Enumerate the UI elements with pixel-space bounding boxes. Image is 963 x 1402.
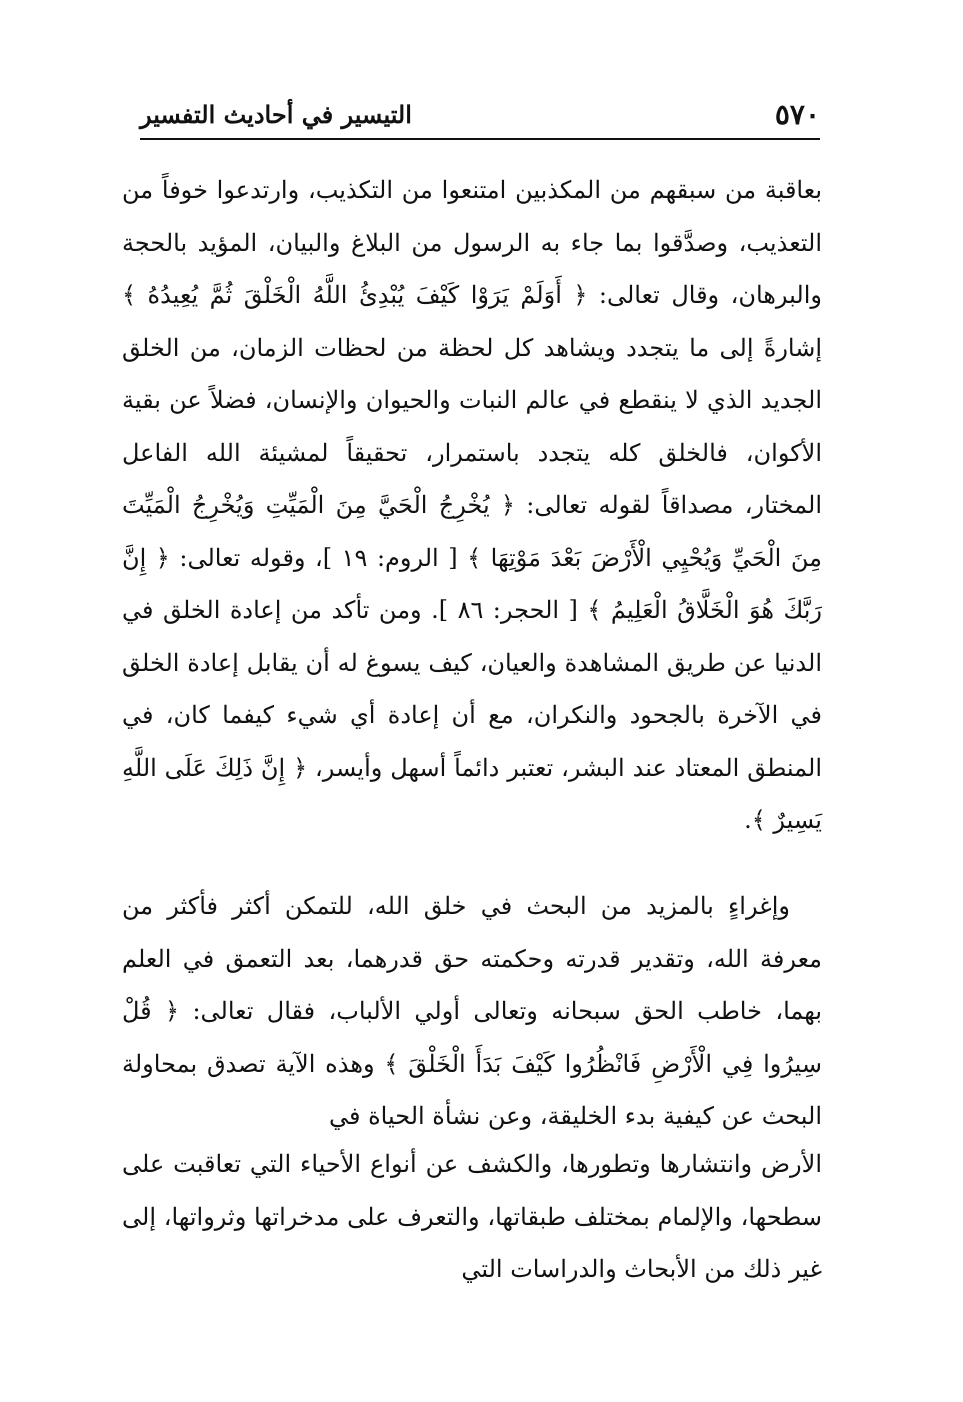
book-title: التيسير في أحاديث التفسير: [140, 100, 412, 129]
header-rule: [140, 138, 820, 140]
paragraph-2-text: وإغراءٍ بالمزيد من البحث في خلق الله، للتمكن أكثر فأكثر من معرفة الله، وتقدير قدرته وحكمته حق قدرهما، بعد التعمق في العلم بهما، خاطب الحق سبحانه وتعالى أولي الألباب، فقال تعالى: ﴿ قُلْ سِيرُوا فِي الْأَرْضِ فَانْظُرُوا كَيْفَ بَدَأَ الْخَلْقَ ﴾ وهذه الآية تصدق بمحاولة البحث عن كيفية بدء الخليقة، وعن نشأة الحياة في: [122, 892, 822, 1130]
running-head: [140, 96, 820, 140]
paragraph-2: [122, 880, 822, 1143]
page-number: ٥٧٠: [774, 98, 820, 131]
paragraph-3: الأرض وانتشارها وتطورها، والكشف عن أنواع الأحياء التي تعاقبت على سطحها، والإلمام بمختلف طبقاتها، والتعرف على مدخراتها وثرواتها، إلى غير ذلك من الأبحاث والدراسات التي: [122, 1150, 822, 1283]
paragraph-1: بعاقبة من سبقهم من المكذبين امتنعوا من التكذيب، وارتدعوا خوفاً من التعذيب، وصدَّقوا بما جاء به الرسول من البلاغ والبيان، المؤيد بالحجة والبرهان، وقال تعالى: ﴿ أَوَلَمْ يَرَوْا كَيْفَ يُبْدِئُ اللَّهُ الْخَلْقَ ثُمَّ يُعِيدُهُ ﴾ إشارةً إلى ما يتجدد ويشاهد كل لحظة من لحظات الزمان، من الخلق الجديد الذي لا ينقطع في عالم النبات والحيوان والإنسان، فضلاً عن بقية الأكوان، فالخلق كله يتجدد باستمرار، تحقيقاً لمشيئة الله الفاعل المختار، مصداقاً لقوله تعالى: ﴿ يُخْرِجُ الْحَيَّ مِنَ الْمَيِّتِ وَيُخْرِجُ الْمَيِّتَ مِنَ الْحَيِّ وَيُحْيِي الْأَرْضَ بَعْدَ مَوْتِهَا ﴾ [ الروم: ١٩ ]، وقوله تعالى: ﴿ إِنَّ رَبَّكَ هُوَ الْخَلَّاقُ الْعَلِيمُ ﴾ [ الحجر: ٨٦ ]. ومن تأكد من إعادة الخلق في الدنيا عن طريق المشاهدة والعيان، كيف يسوغ له أن يقابل إعادة الخلق في الآخرة بالجحود والنكران، مع أن إعادة أي شيء كيفما كان، في المنطق المعتاد عند البشر، تعتبر دائماً أسهل وأيسر، ﴿ إِنَّ ذَلِكَ عَلَى اللَّهِ يَسِيرٌ ﴾.: [122, 176, 822, 834]
